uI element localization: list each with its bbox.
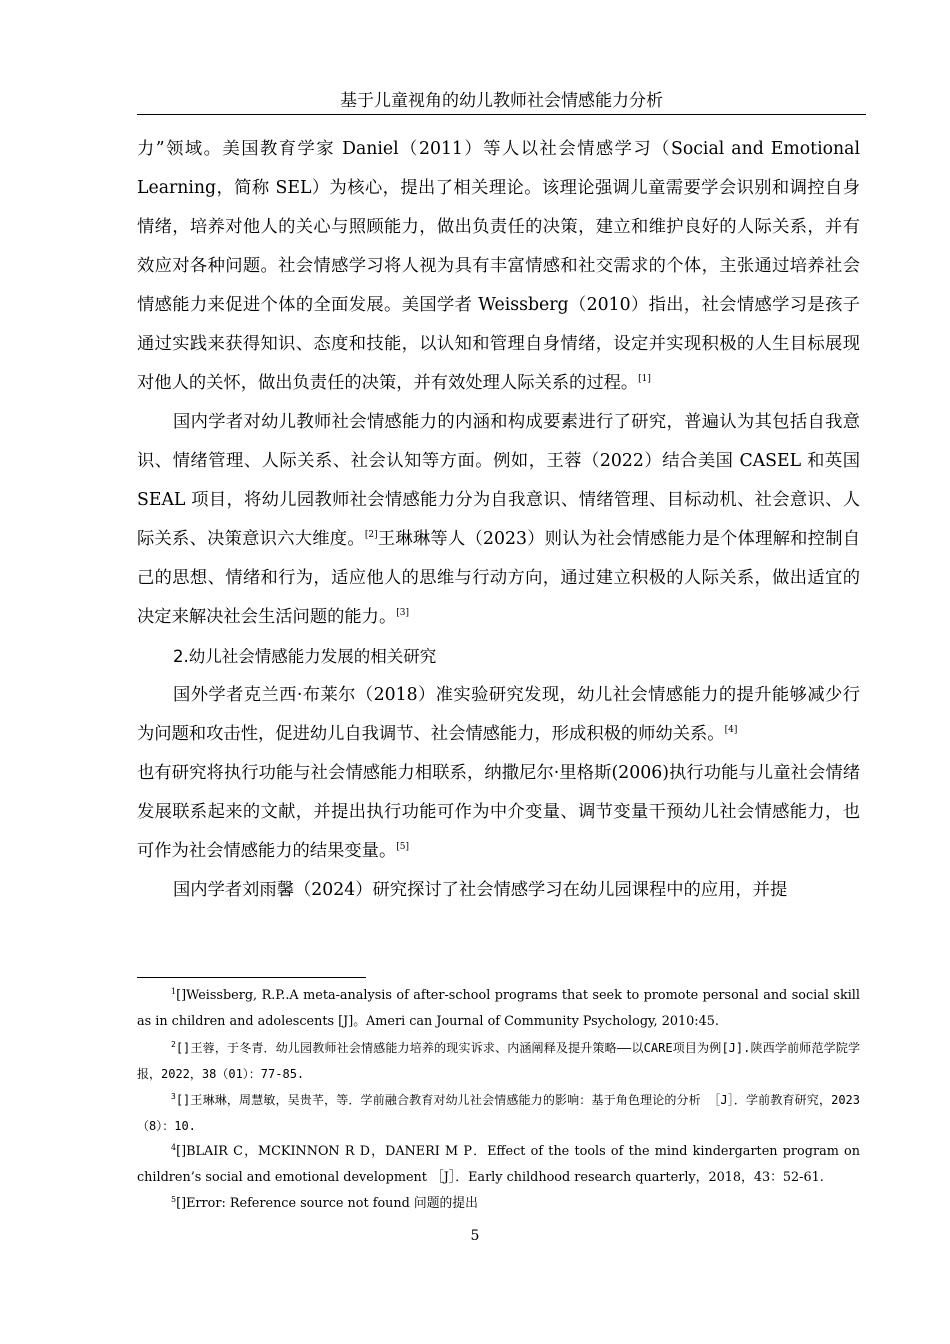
- paragraph-4: 国内学者刘雨馨（2024）研究探讨了社会情感学习在幼儿园课程中的应用，并提: [173, 880, 788, 900]
- footnote-text-2: []王蓉，于冬青．幼儿园教师社会情感能力培养的现实诉求、内涵阐释及提升策略——以CARE项目为例[J].陕西学前师范学院学报，2022，38（01）：77-85.: [137, 1041, 860, 1081]
- footnotes: [137, 983, 860, 1217]
- footnote-number-5: 5: [171, 1195, 177, 1204]
- footnote-4: [137, 1139, 860, 1191]
- paragraph-1-text: 力”领域。美国教育学家 Daniel（2011）等人以社会情感学习（Social and Emotional Learning，简称 SEL）为核心，提出了相关理论。该理论强调儿童需要学会识别和调控自身情绪，培养对他人的关心与照顾能力，做出负责任的决策，建立和维护良好的人际关系，并有效应对各种问题。社会情感学习将人视为具有丰富情感和社交需求的个体，主张通过培养社会情感能力来促进个体的全面发展。美国学者 Weissberg（2010）指出，社会情感学习是孩子通过实践来获得知识、态度和技能，以认知和管理自身情绪，设定并实现积极的人生目标展现对他人的关怀，做出负责任的决策，并有效处理人际关系的过程。: [137, 139, 860, 393]
- page-number: 5: [470, 1228, 480, 1244]
- footnote-number-2: 2: [171, 1040, 176, 1049]
- footnote-text-5: []Error: Reference source not found 问题的提出: [176, 1196, 478, 1211]
- paragraph-1: [137, 130, 860, 403]
- footnote-text-1: []Weissberg, R.P..A meta-analysis of after-school programs that seek to promote personal and social skill as in children and adolescents [J]。Ameri can Journal of Community Psychology, 2010:45.: [137, 988, 860, 1029]
- footnote-2: [137, 1035, 860, 1087]
- footnote-number-1: 1: [171, 987, 177, 996]
- citation-ref-3[interactable]: [3]: [396, 608, 409, 618]
- paragraph-3a-text: 国外学者克兰西·布莱尔（2018）准实验研究发现，幼儿社会情感能力的提升能够减少行为问题和攻击性，促进幼儿自我调节、社会情感能力，形成积极的师幼关系。: [137, 685, 860, 744]
- paragraph-2b-text: 王琳琳等人（2023）则认为社会情感能力是个体理解和控制自己的思想、情绪和行为，适应他人的思维与行动方向，通过建立积极的人际关系，做出适宜的决定来解决社会生活问题的能力。: [137, 529, 860, 627]
- citation-ref-5[interactable]: [5]: [396, 842, 409, 852]
- paragraph-2: [137, 403, 860, 637]
- paragraph-2a-text: 国内学者对幼儿教师社会情感能力的内涵和构成要素进行了研究，普遍认为其包括自我意识、情绪管理、人际关系、社会认知等方面。例如，王蓉（2022）结合美国 CASEL 和英国 SEAL 项目，将幼儿园教师社会情感能力分为自我意识、情绪管理、目标动机、社会意识、人际关系、决策意识六大维度。: [137, 412, 860, 549]
- citation-ref-1[interactable]: [1]: [638, 374, 651, 384]
- running-header: 基于儿童视角的幼儿教师社会情感能力分析: [137, 88, 866, 115]
- section-heading-2: 2.幼儿社会情感能力发展的相关研究: [173, 647, 437, 666]
- footnote-text-4: []BLAIR C，MCKINNON R D，DANERI M P．Effect of the tools of the mind kindergarten program on children’s social and emotional development ［J］．Early childhood research quarterly，2018，43：52-61.: [137, 1144, 860, 1185]
- footnote-5: [137, 1191, 860, 1217]
- footnote-3: [137, 1087, 860, 1139]
- body-text: [137, 130, 860, 910]
- paragraph-3b-text: 也有研究将执行功能与社会情感能力相联系，纳撒尼尔·里格斯(2006)执行功能与儿童社会情绪发展联系起来的文献，并提出执行功能可作为中介变量、调节变量干预幼儿社会情感能力，也可作为社会情感能力的结果变量。: [137, 763, 860, 861]
- citation-ref-2[interactable]: [2]: [364, 530, 378, 540]
- footnote-number-3: 3: [171, 1092, 176, 1101]
- paragraph-3: [137, 676, 860, 871]
- citation-ref-4[interactable]: [4]: [724, 725, 738, 735]
- footnote-separator: [137, 977, 366, 978]
- footnote-number-4: 4: [171, 1143, 177, 1152]
- footnote-text-3: []王琳琳，周慧敏，吴贵芊，等．学前融合教育对幼儿社会情感能力的影响：基于角色理论的分析 ［J］．学前教育研究，2023（8）：10.: [137, 1093, 860, 1133]
- footnote-1: [137, 983, 860, 1035]
